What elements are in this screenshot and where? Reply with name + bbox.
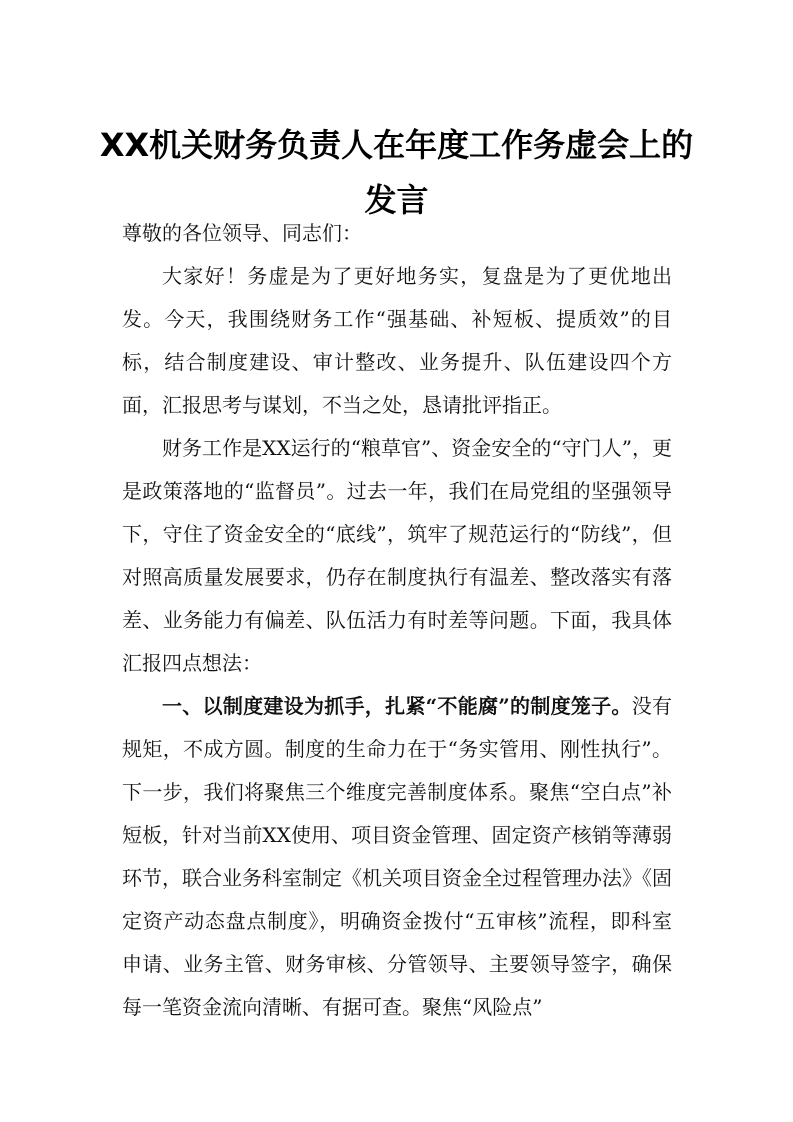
section-1-paragraph [122,685,672,1029]
section-1-heading: 一、以制度建设为抓手，扎紧“不能腐”的制度笼子。 [162,694,632,718]
paragraph-opening: 大家好！务虚是为了更好地务实，复盘是为了更优地出发。今天，我围绕财务工作“强基础、补短板、提质效”的目标，结合制度建设、审计整改、业务提升、队伍建设四个方面，汇报思考与谋划，不当之处，恳请批评指正。 [122,264,672,417]
section-1-text: 没有规矩，不成方圆。制度的生命力在于“务实管用、刚性执行”。下一步，我们将聚焦三个维度完善制度体系。聚焦“空白点”补短板，针对当前XX使用、项目资金管理、固定资产核销等薄弱环节，联合业务科室制定《机关项目资金全过程管理办法》《固定资产动态盘点制度》，明确资金拨付“五审核”流程，即科室申请、业务主管、财务审核、分管领导、主要领导签字，确保每一笔资金流向清晰、有据可查。聚焦“风险点” [122,694,672,1019]
document-title: XX机关财务负责人在年度工作务虚会上的发言 [99,126,694,219]
document-body [122,212,672,1029]
salutation: 尊敬的各位领导、同志们： [122,221,362,245]
paragraph-overview: 财务工作是XX运行的“粮草官”、资金安全的“守门人”，更是政策落地的“监督员”。过去一年，我们在局党组的坚强领导下，守住了资金安全的“底线”，筑牢了规范运行的“防线”，但对照高质量发展要求，仍存在制度执行有温差、整改落实有落差、业务能力有偏差、队伍活力有时差等问题。下面，我具体汇报四点想法： [122,436,672,675]
